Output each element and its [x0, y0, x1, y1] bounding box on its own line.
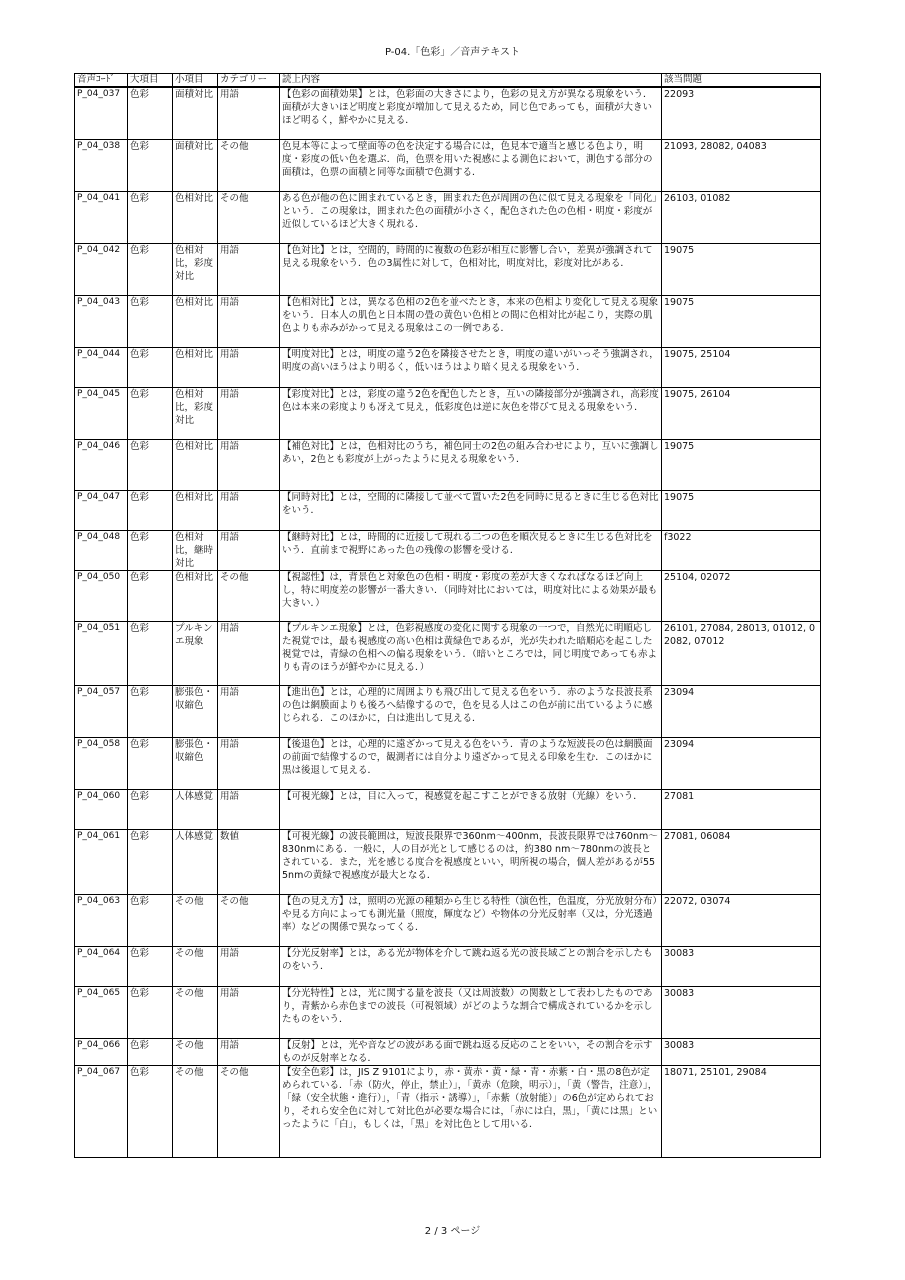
cell-content: 【色彩の面積効果】とは，色彩面の大きさにより，色彩の見え方が異なる現象をいう．面積が大きいほど明度と彩度が増加して見えるため，同じ色であっても，面積が大きいほど明るく，鮮やかに見える． [280, 87, 662, 139]
cell-content: 【分光特性】とは，光に関する量を波長（又は周波数）の関数として表わしたものであり，青紫から赤色までの波長（可視領域）がどのような割合で構成されているかを示したものをいう． [280, 986, 662, 1038]
table-row [75, 986, 821, 1038]
cell-minor: 色相対比 [173, 347, 218, 387]
cell-questions: 30083 [662, 986, 821, 1038]
cell-questions: 26101, 27084, 28013, 01012, 02082, 07012 [662, 621, 821, 685]
cell-questions: 22093 [662, 87, 821, 139]
header-category: カテゴリー [218, 74, 280, 88]
cell-questions: 19075 [662, 439, 821, 490]
cell-code: P_04_065 [75, 986, 128, 1038]
cell-minor: プルキンエ現象 [173, 621, 218, 685]
cell-code: P_04_060 [75, 789, 128, 829]
cell-code: P_04_038 [75, 139, 128, 191]
cell-code: P_04_041 [75, 191, 128, 243]
cell-major: 色彩 [128, 685, 173, 737]
cell-content: 【後退色】とは，心理的に遠ざかって見える色をいう．青のような短波長の色は網膜面の前面で結像するので，観測者には自分より遠ざかって見える印象を生む．このほかに黒は後退して見える． [280, 737, 662, 789]
voice-text-table [74, 73, 821, 1158]
cell-minor: 人体感覚 [173, 829, 218, 894]
cell-minor: 色相対比 [173, 439, 218, 490]
cell-minor: その他 [173, 946, 218, 986]
cell-minor: 膨張色・収縮色 [173, 737, 218, 789]
cell-content: 【安全色彩】は，JIS Z 9101により，赤・黄赤・黄・緑・青・赤紫・白・黒の8色が定められている．「赤（防火，停止，禁止）」，「黄赤（危険，明示）」，「黄（警告，注意）」，「緑（安全状態・進行）」，「青（指示・誘導）」，「赤紫（放射能）」の6色が定められており，それら安全色に対して対比色が必要な場合には，「赤には白，黒」，「黄には黒」といったように「白」，もしくは，「黒」を対比色として用いる． [280, 1065, 662, 1157]
cell-minor: 色相対比，彩度対比 [173, 243, 218, 295]
cell-minor: 色相対比 [173, 490, 218, 530]
cell-code: P_04_061 [75, 829, 128, 894]
cell-minor: 面積対比 [173, 139, 218, 191]
cell-category: 用語 [218, 946, 280, 986]
cell-minor: その他 [173, 1065, 218, 1157]
table-row [75, 570, 821, 621]
cell-questions: 19075, 25104 [662, 347, 821, 387]
header-code: 音声ｺｰﾄﾞ [75, 74, 128, 88]
cell-major: 色彩 [128, 1065, 173, 1157]
cell-code: P_04_051 [75, 621, 128, 685]
table-row [75, 621, 821, 685]
table-row [75, 894, 821, 946]
cell-category: その他 [218, 570, 280, 621]
table-row [75, 789, 821, 829]
table-row [75, 347, 821, 387]
cell-minor: 色相対比，彩度対比 [173, 387, 218, 439]
cell-category: 用語 [218, 1038, 280, 1065]
cell-category: その他 [218, 1065, 280, 1157]
table-row [75, 139, 821, 191]
table-row [75, 946, 821, 986]
cell-content: ある色が他の色に囲まれているとき，囲まれた色が周囲の色に似て見える現象を「同化」という．この現象は，囲まれた色の面積が小さく，配色された色の色相・明度・彩度が近似しているほど大きく現れる． [280, 191, 662, 243]
table-row [75, 530, 821, 570]
cell-questions: f3022 [662, 530, 821, 570]
cell-major: 色彩 [128, 295, 173, 347]
cell-content: 【色対比】とは，空間的，時間的に複数の色彩が相互に影響し合い，差異が強調されて見える現象をいう．色の3属性に対して，色相対比，明度対比，彩度対比がある． [280, 243, 662, 295]
cell-questions: 25104, 02072 [662, 570, 821, 621]
table-row [75, 490, 821, 530]
table-row [75, 1065, 821, 1157]
table-row [75, 191, 821, 243]
cell-major: 色彩 [128, 570, 173, 621]
cell-questions: 23094 [662, 737, 821, 789]
cell-major: 色彩 [128, 87, 173, 139]
cell-content: 【反射】とは，光や音などの波がある面で跳ね返る反応のことをいい，その割合を示すものが反射率となる． [280, 1038, 662, 1065]
cell-content: 色見本等によって壁面等の色を決定する場合には，色見本で適当と感じる色より，明度・彩度の低い色を選ぶ．尚，色票を用いた視感による測色において，測色する部分の面積は，色票の面積と同等な面積で色測する． [280, 139, 662, 191]
cell-code: P_04_045 [75, 387, 128, 439]
table-row [75, 439, 821, 490]
cell-category: 用語 [218, 439, 280, 490]
cell-major: 色彩 [128, 1038, 173, 1065]
cell-content: 【分光反射率】とは，ある光が物体を介して跳ね返る光の波長域ごとの割合を示したものをいう． [280, 946, 662, 986]
cell-major: 色彩 [128, 387, 173, 439]
cell-category: その他 [218, 139, 280, 191]
cell-content: 【可視光線】の波長範囲は，短波長限界で360nm～400nm，長波長限界では760nm～830nmにある．一般に，人の目が光として感じるのは，約380 nm～780nmの波長とされている．また，光を感じる度合を視感度といい，明所視の場合，個人差があるが555nmの黄緑で視感度が最大となる． [280, 829, 662, 894]
cell-questions: 18071, 25101, 29084 [662, 1065, 821, 1157]
header-questions: 該当問題 [662, 74, 821, 88]
cell-minor: 色相対比 [173, 295, 218, 347]
cell-questions: 19075 [662, 490, 821, 530]
cell-questions: 30083 [662, 946, 821, 986]
cell-minor: 膨張色・収縮色 [173, 685, 218, 737]
table-row [75, 295, 821, 347]
cell-category: 用語 [218, 490, 280, 530]
cell-code: P_04_063 [75, 894, 128, 946]
cell-content: 【視認性】は，背景色と対象色の色相・明度・彩度の差が大きくなればなるほど向上し，特に明度差の影響が一番大きい．（同時対比においては，明度対比による効果が最も大きい．） [280, 570, 662, 621]
cell-code: P_04_066 [75, 1038, 128, 1065]
cell-major: 色彩 [128, 243, 173, 295]
cell-content: 【同時対比】とは，空間的に隣接して並べて置いた2色を同時に見るときに生じる色対比をいう． [280, 490, 662, 530]
cell-major: 色彩 [128, 894, 173, 946]
cell-category: 用語 [218, 530, 280, 570]
table-row [75, 87, 821, 139]
cell-code: P_04_050 [75, 570, 128, 621]
cell-major: 色彩 [128, 829, 173, 894]
cell-content: 【補色対比】とは，色相対比のうち，補色同士の2色の組み合わせにより，互いに強調しあい，2色とも彩度が上がったように見える現象をいう． [280, 439, 662, 490]
cell-content: 【色の見え方】は，照明の光源の種類から生じる特性（演色性，色温度，分光放射分布）や見る方向によっても測光量（照度，輝度など）や物体の分光反射率（又は，分光透過率）などの関係で異なってくる． [280, 894, 662, 946]
cell-content: 【彩度対比】とは，彩度の違う2色を配色したとき，互いの隣接部分が強調され，高彩度色は本来の彩度よりも冴えて見え，低彩度色は逆に灰色を帯びて見える現象をいう． [280, 387, 662, 439]
cell-category: 用語 [218, 621, 280, 685]
cell-major: 色彩 [128, 986, 173, 1038]
cell-code: P_04_058 [75, 737, 128, 789]
cell-code: P_04_046 [75, 439, 128, 490]
cell-code: P_04_043 [75, 295, 128, 347]
cell-questions: 30083 [662, 1038, 821, 1065]
cell-major: 色彩 [128, 530, 173, 570]
cell-minor: 色相対比，継時対比 [173, 530, 218, 570]
cell-code: P_04_042 [75, 243, 128, 295]
cell-code: P_04_057 [75, 685, 128, 737]
cell-minor: その他 [173, 894, 218, 946]
cell-code: P_04_037 [75, 87, 128, 139]
cell-code: P_04_044 [75, 347, 128, 387]
cell-minor: 面積対比 [173, 87, 218, 139]
cell-major: 色彩 [128, 490, 173, 530]
table-header-row [75, 74, 821, 88]
header-content: 読上内容 [280, 74, 662, 88]
header-major: 大項目 [128, 74, 173, 88]
cell-minor: 色相対比 [173, 191, 218, 243]
cell-questions: 22072, 03074 [662, 894, 821, 946]
cell-category: 用語 [218, 243, 280, 295]
cell-category: 用語 [218, 789, 280, 829]
cell-code: P_04_064 [75, 946, 128, 986]
cell-minor: 人体感覚 [173, 789, 218, 829]
cell-content: 【色相対比】とは，異なる色相の2色を並べたとき，本来の色相より変化して見える現象をいう．日本人の肌色と日本間の畳の黄色い色相との間に色相対比が起こり，実際の肌色よりも赤みがかって見える現象はこの一例である． [280, 295, 662, 347]
cell-minor: その他 [173, 1038, 218, 1065]
cell-code: P_04_047 [75, 490, 128, 530]
page-footer: 2 / 3 ページ [424, 1226, 481, 1237]
cell-major: 色彩 [128, 946, 173, 986]
cell-category: 用語 [218, 685, 280, 737]
cell-content: 【明度対比】とは，明度の違う2色を隣接させたとき，明度の違いがいっそう強調され，明度の高いほうはより明るく，低いほうはより暗く見える現象をいう． [280, 347, 662, 387]
cell-questions: 23094 [662, 685, 821, 737]
cell-major: 色彩 [128, 439, 173, 490]
cell-code: P_04_048 [75, 530, 128, 570]
cell-questions: 27081 [662, 789, 821, 829]
table-row [75, 243, 821, 295]
table-row [75, 737, 821, 789]
cell-category: その他 [218, 894, 280, 946]
cell-content: 【進出色】とは，心理的に周囲よりも飛び出して見える色をいう．赤のような長波長系の色は網膜面よりも後ろへ結像するので，色を見る人はこの色が前に出ているように感じられる．このほかに，白は進出して見える． [280, 685, 662, 737]
cell-category: 用語 [218, 295, 280, 347]
cell-category: 用語 [218, 87, 280, 139]
cell-category: 数値 [218, 829, 280, 894]
cell-category: 用語 [218, 347, 280, 387]
cell-major: 色彩 [128, 737, 173, 789]
table-row [75, 685, 821, 737]
cell-major: 色彩 [128, 621, 173, 685]
page-title: P-04.「色彩」／音声テキスト [384, 47, 521, 58]
header-minor: 小項目 [173, 74, 218, 88]
cell-major: 色彩 [128, 347, 173, 387]
cell-category: その他 [218, 191, 280, 243]
cell-questions: 19075 [662, 295, 821, 347]
cell-questions: 27081, 06084 [662, 829, 821, 894]
cell-content: 【プルキンエ現象】とは，色彩視感度の変化に関する現象の一つで，自然光に明順応した視覚では，最も視感度の高い色相は黄緑色であるが，光が失われた暗順応を起こした視覚では，青緑の色相への偏る現象をいう．（暗いところでは，同じ明度であっても赤よりも青のほうが鮮やかに見える．） [280, 621, 662, 685]
cell-major: 色彩 [128, 191, 173, 243]
cell-questions: 19075, 26104 [662, 387, 821, 439]
cell-questions: 21093, 28082, 04083 [662, 139, 821, 191]
cell-content: 【継時対比】とは，時間的に近接して現れる二つの色を順次見るときに生じる色対比をいう．直前まで視野にあった色の残像の影響を受ける． [280, 530, 662, 570]
cell-major: 色彩 [128, 139, 173, 191]
cell-category: 用語 [218, 986, 280, 1038]
table-row [75, 387, 821, 439]
cell-category: 用語 [218, 737, 280, 789]
cell-minor: その他 [173, 986, 218, 1038]
cell-major: 色彩 [128, 789, 173, 829]
table-row [75, 829, 821, 894]
cell-questions: 19075 [662, 243, 821, 295]
cell-code: P_04_067 [75, 1065, 128, 1157]
cell-questions: 26103, 01082 [662, 191, 821, 243]
table-row [75, 1038, 821, 1065]
cell-content: 【可視光線】とは，目に入って，視感覚を起こすことができる放射（光線）をいう． [280, 789, 662, 829]
cell-category: 用語 [218, 387, 280, 439]
table-body [75, 87, 821, 1157]
cell-minor: 色相対比 [173, 570, 218, 621]
